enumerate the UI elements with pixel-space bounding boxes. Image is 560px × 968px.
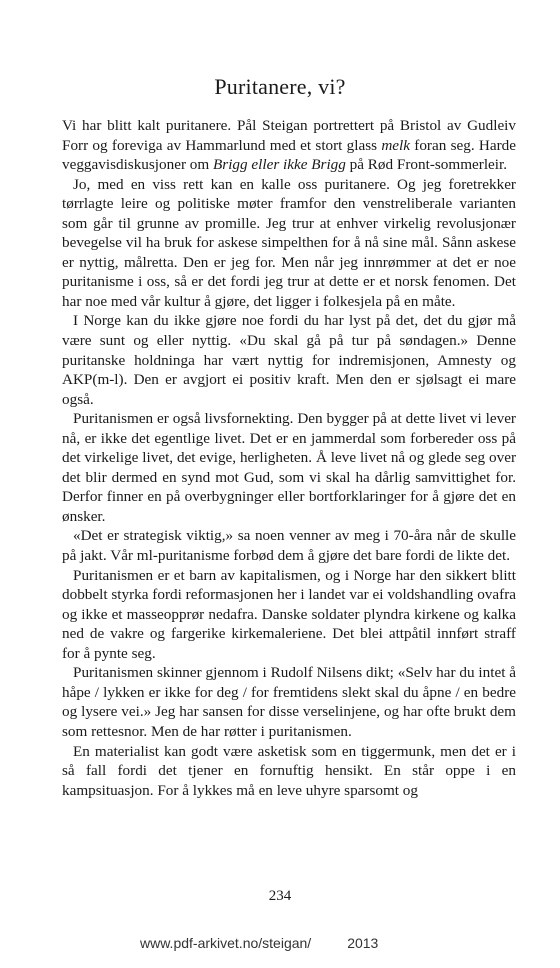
paragraph-text: Jo, med en viss rett kan en kalle oss puritanere. Og jeg foretrekker tørrlagte leire og politiske møter framfor den venstreliberale varianten som går til grunne av promille. Jeg trur at enhver virkelig revolusjonær bevegelse vil ha bruk for askese simpelthen for å nå sine mål. Sånn askese er nyttig, målretta. Den er jeg for. Men når jeg innrømmer at det er noe puritanisme i oss, så er det fordi jeg trur at dette er et norsk fenomen. Det har noe med vår kultur å gjøre, det ligger i folkesjela på en måte. [62,175,516,310]
paragraph-text: «Det er strategisk viktig,» sa noen venner av meg i 70-åra når de skulle på jakt. Vår ml-puritanisme forbød dem å gjøre det bare fordi de likte det. [62,527,516,565]
footer-year: 2013 [347,935,379,951]
paragraph [62,311,516,409]
paragraph-text: foran seg. Harde veggavisdiskusjoner om [62,136,516,174]
italic-text: melk [381,136,410,154]
paragraph-text: I Norge kan du ikke gjøre noe fordi du har lyst på det, det du gjør må være sunt og eller nyttig. «Du skal gå på tur på søndagen.» Denne puritanske holdninga har vært nyttig for indremisjonen, Amnesty og AKP(m-l). Den er avgjort ei positiv kraft. Men den er sjølsagt ei mare også. [62,312,516,408]
paragraph [62,175,516,312]
paragraph [62,663,516,741]
page-title: Puritanere, vi? [214,74,346,99]
paragraph-text: Puritanismen er et barn av kapitalismen, og i Norge har den sikkert blitt dobbelt styrka fordi reformasjonen her i landet var ei voldshandling ovafra og ikke et masseopprør nedafra. Danske soldater plyndra kirkene og kalka ned de vakre og fargerike kirkemaleriene. Det blei attpåtil innført straff for å pynte seg. [62,566,516,662]
page-number: 234 [268,888,292,904]
italic-text: Brigg eller ikke Brigg [213,156,346,174]
paragraph-text: på Rød Front-sommerleir. [345,156,508,174]
paragraph-text: En materialist kan godt være asketisk som en tiggermunk, men det er i så fall fordi det tjener en fornuftig hensikt. En står oppe i en kampsituasjon. For å lykkes må en leve uhyre sparsomt og [62,742,516,799]
paragraph-text: Puritanismen skinner gjennom i Rudolf Nilsens dikt; «Selv har du intet å håpe / lykken er ikke for deg / for fremtidens slekt skal du åpne / en bedre og lysere vei.» Jeg har sansen for disse verselinjene, og har ofte brukt dem som rettesnor. Men de har røtter i puritanismen. [62,664,516,740]
paragraph [62,116,516,175]
body-text [62,116,516,800]
paragraph [62,566,516,664]
paragraph [62,742,516,801]
paragraph [62,526,516,565]
paragraph-text: Puritanismen er også livsfornekting. Den bygger på at dette livet vi lever nå, er ikke det egentlige livet. Det er en jammerdal som forbereder oss på det virkelige livet, det evige, herligheten. Å leve livet nå og glede seg over det blir dermed en synd mot Gud, som vi skal ha dårlig samvittighet for. Derfor finner en på overbygninger eller bortforklaringer for å gjøre det en ønsker. [62,410,516,525]
paragraph [62,409,516,526]
paragraph-text: Vi har blitt kalt puritanere. Pål Steigan portrettert på Bristol av Gudleiv Forr og foreviga av Hammarlund med et stort glass [62,117,516,154]
footer [140,935,440,951]
footer-url: www.pdf-arkivet.no/steigan/ [140,935,312,951]
